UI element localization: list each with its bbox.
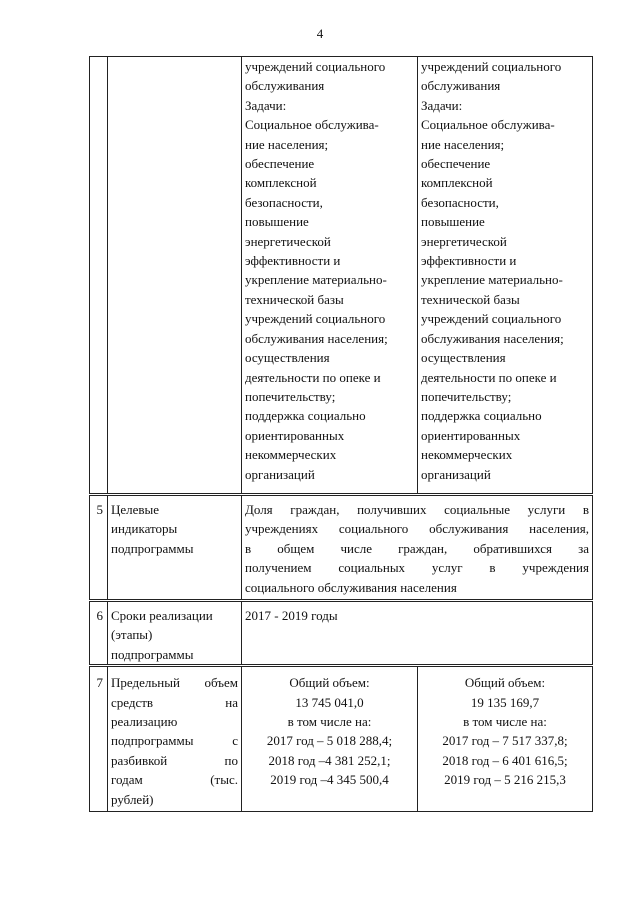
name-line: Целевые (111, 502, 160, 517)
text-line: учреждений социального (245, 59, 386, 74)
terms-text-cell: 2017 - 2019 годы (242, 601, 593, 666)
text-line: безопасности, (421, 194, 499, 210)
table-row-indicators (90, 495, 593, 601)
text-line: 2017 год – 7 517 337,8; (442, 733, 568, 749)
text-line: комплексной (421, 175, 493, 191)
name-line: подпрограммы (111, 646, 194, 662)
row-name-cell (108, 495, 242, 601)
text-line: обслуживания (245, 78, 325, 94)
name-line: индикаторы (111, 521, 178, 537)
funding-cell-left (242, 666, 418, 812)
funding-cell-right (418, 666, 593, 812)
text-line: деятельности по опеке и (421, 369, 557, 385)
text-line: Социальное обслужива- (421, 117, 555, 133)
text-line: в том числе на: (287, 714, 372, 730)
text-line: 2018 год –4 381 252,1; (268, 752, 391, 768)
text-line: учреждениях социального обслуживания населения, (245, 521, 589, 537)
text-line: обеспечение (245, 156, 315, 172)
text-line: поддержка социально (245, 408, 366, 424)
row-number-cell (90, 57, 108, 495)
text-line: некоммерческих (421, 447, 513, 463)
text-line: 13 745 041,0 (295, 694, 364, 710)
tasks-cell-right (418, 57, 593, 495)
text-line: укрепление материально- (421, 272, 563, 288)
text-line: обслуживания (421, 78, 501, 94)
name-line: Предельный объем (111, 675, 238, 691)
text-line: учреждений социального (421, 59, 562, 74)
text-line: попечительству; (245, 388, 336, 404)
table-row-funding (90, 666, 593, 812)
text-line: технической базы (421, 291, 520, 307)
text-line: организаций (245, 466, 315, 482)
text-line: попечительству; (421, 388, 512, 404)
text-line: безопасности, (245, 194, 323, 210)
text-line: Социальное обслужива- (245, 117, 379, 133)
text-line: ние населения; (245, 136, 329, 152)
text-line: осуществления (245, 350, 330, 366)
text-line: эффективности и (245, 253, 341, 269)
name-line: рублей) (111, 791, 154, 807)
subprogram-passport-table (89, 56, 593, 812)
name-line: (этапы) (111, 627, 153, 643)
indicators-text-cell (242, 495, 593, 601)
name-line: реализацию (111, 714, 178, 730)
text-line: Доля граждан, получивших социальные услуги в (245, 502, 589, 517)
text-line: ориентированных (421, 427, 521, 443)
text-line: 2019 год –4 345 500,4 (270, 772, 389, 788)
text-line: 2018 год – 6 401 616,5; (442, 752, 568, 768)
text-line: обслуживания населения; (421, 330, 564, 346)
table-row-terms (90, 601, 593, 666)
text-line: осуществления (421, 350, 506, 366)
text-line: укрепление материально- (245, 272, 387, 288)
text-line: обслуживания населения; (245, 330, 388, 346)
row-number-cell: 7 (90, 666, 108, 812)
text-line: в общем числе граждан, обратившихся за (245, 540, 589, 556)
text-line: повышение (421, 214, 485, 230)
text-line: учреждений социального (245, 311, 386, 327)
text-line: обеспечение (421, 156, 491, 172)
row-number-cell: 6 (90, 601, 108, 666)
text-line: 2019 год – 5 216 215,3 (444, 772, 566, 788)
page-number: 4 (316, 26, 324, 41)
text-line: социального обслуживания населения (245, 579, 457, 595)
text-line: ние населения; (421, 136, 505, 152)
row-name-cell (108, 601, 242, 666)
name-line: разбивкой по (111, 752, 238, 768)
name-line: подпрограммы (111, 540, 194, 556)
name-line: Сроки реализации (111, 608, 213, 623)
text-line: 2017 год – 5 018 288,4; (266, 733, 393, 749)
text-line: учреждений социального (421, 311, 562, 327)
text-line: поддержка социально (421, 408, 542, 424)
text-line: в том числе на: (463, 714, 547, 730)
row-name-cell (108, 666, 242, 812)
text-line: технической базы (245, 291, 344, 307)
text-line: энергетической (421, 233, 507, 249)
text-line: 19 135 169,7 (470, 694, 540, 710)
text-line: получением социальных услуг в учреждения (245, 560, 589, 576)
row-number-cell: 5 (90, 495, 108, 601)
text-line: организаций (421, 466, 491, 482)
text-line: Задачи: (421, 97, 463, 113)
text-line: комплексной (245, 175, 317, 191)
text-line: эффективности и (421, 253, 517, 269)
text-line: Общий объем: (289, 675, 370, 691)
text-line: энергетической (245, 233, 331, 249)
text-line: повышение (245, 214, 309, 230)
name-line: средств на (111, 694, 238, 710)
tasks-cell-left (242, 57, 418, 495)
text-line: Задачи: (245, 97, 287, 113)
name-line: подпрограммы с (111, 733, 238, 749)
text-line: ориентированных (245, 427, 345, 443)
text-line: деятельности по опеке и (245, 369, 381, 385)
text-line: Общий объем: (464, 675, 546, 691)
name-line: годам (тыс. (111, 772, 238, 788)
row-name-cell (108, 57, 242, 495)
table-row-continued (90, 57, 593, 495)
text-line: некоммерческих (245, 447, 337, 463)
